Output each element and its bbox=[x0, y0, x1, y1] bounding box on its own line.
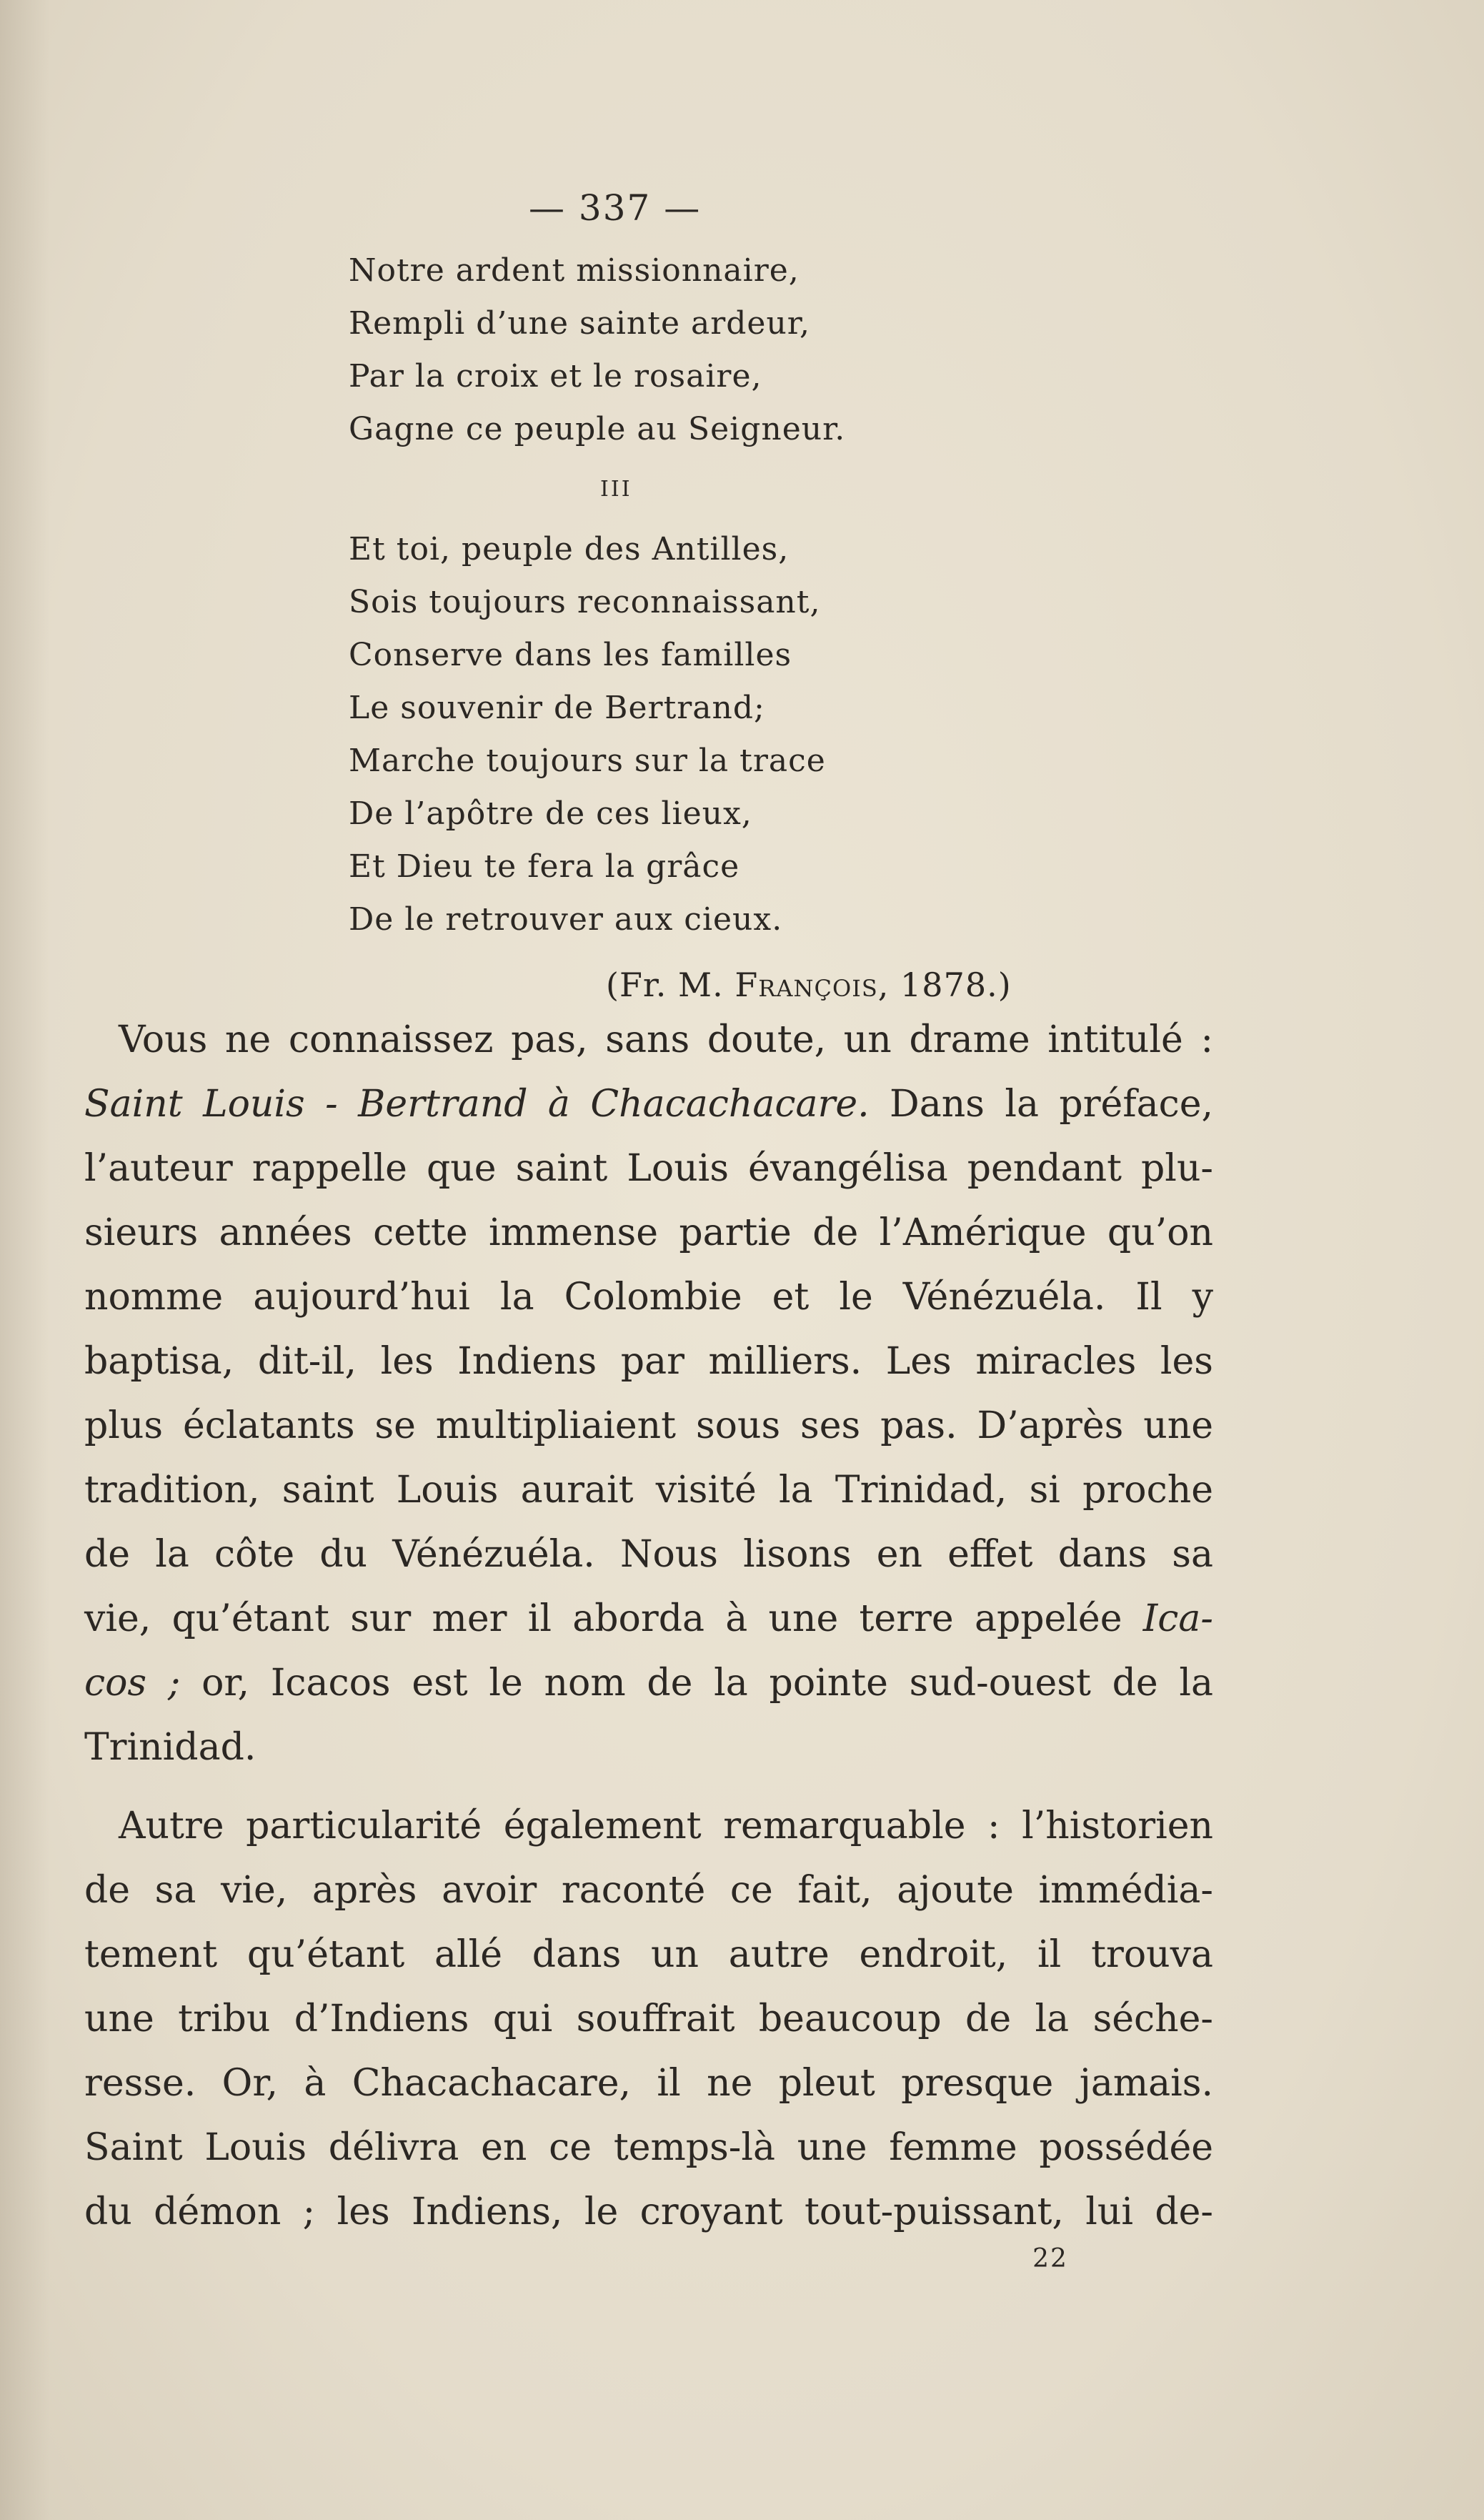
paragraph-1-line: nomme aujourd’hui la Colombie et le Vénézuéla. Il y bbox=[84, 1276, 1213, 1319]
gutter-shadow bbox=[0, 0, 50, 2520]
paragraph-1-line: baptisa, dit-il, les Indiens par milliers. Les miracles les bbox=[84, 1340, 1213, 1383]
place-name: Ica- bbox=[1142, 1597, 1213, 1640]
paragraph-2-line: du démon ; les Indiens, le croyant tout-puissant, lui de- bbox=[84, 2191, 1213, 2233]
paragraph-1-line: de la côte du Vénézuéla. Nous lisons en effet dans sa bbox=[84, 1533, 1213, 1576]
paragraph-1-line: Vous ne connaissez pas, sans doute, un drame intitulé : bbox=[119, 1018, 1213, 1061]
poem-line: De le retrouver aux cieux. bbox=[349, 901, 783, 938]
paragraph-2-line: tement qu’étant allé dans un autre endroit, il trouva bbox=[84, 1933, 1213, 1976]
paragraph-gap bbox=[84, 1780, 1213, 1794]
paragraph-1-line bbox=[84, 1651, 1213, 1715]
attribution-open: (Fr. M. bbox=[606, 966, 735, 1004]
paragraph-1-text: vie, qu’étant sur mer il aborda à une terre appelée bbox=[84, 1597, 1143, 1640]
attribution-close: , 1878.) bbox=[877, 966, 1012, 1004]
paragraph-2-line: une tribu d’Indiens qui souffrait beaucoup de la séche- bbox=[84, 1998, 1213, 2040]
drama-title: Saint Louis - Bertrand à Chacachacare. bbox=[84, 1083, 870, 1126]
stanza-numeral: III bbox=[600, 477, 632, 502]
place-name: cos ; bbox=[84, 1662, 181, 1705]
poem-line: Marche toujours sur la trace bbox=[349, 743, 826, 779]
poem-line: Notre ardent missionnaire, bbox=[349, 252, 800, 289]
body-text bbox=[84, 1008, 1213, 2244]
paragraph-1-line bbox=[84, 1587, 1213, 1651]
poem-line: Sois toujours reconnaissant, bbox=[349, 584, 821, 620]
paragraph-1-line: Trinidad. bbox=[84, 1726, 257, 1769]
poem-line: De l’apôtre de ces lieux, bbox=[349, 795, 752, 832]
paragraph-2-line: Saint Louis délivra en ce temps-là une femme possédée bbox=[84, 2126, 1213, 2169]
page-number: — 337 — bbox=[529, 187, 702, 229]
poem-line: Par la croix et le rosaire, bbox=[349, 358, 762, 395]
poem-line: Conserve dans les familles bbox=[349, 637, 792, 673]
poem bbox=[349, 244, 1135, 1016]
poem-line: Le souvenir de Bertrand; bbox=[349, 690, 765, 726]
paragraph-1-line: l’auteur rappelle que saint Louis évangélisa pendant plu- bbox=[84, 1147, 1213, 1190]
paragraph-1-line: tradition, saint Louis aurait visité la Trinidad, si proche bbox=[84, 1469, 1213, 1512]
paragraph-1-line bbox=[84, 1072, 1213, 1136]
attribution-author: François bbox=[734, 966, 878, 1004]
paragraph-2-line: de sa vie, après avoir raconté ce fait, ajoute immédia- bbox=[84, 1869, 1213, 1912]
poem-line: Et Dieu te fera la grâce bbox=[349, 848, 740, 885]
signature-mark: 22 bbox=[1032, 2244, 1068, 2273]
paragraph-1-line: plus éclatants se multipliaient sous ses pas. D’après une bbox=[84, 1404, 1213, 1447]
paragraph-2-line: resse. Or, à Chacachacare, il ne pleut presque jamais. bbox=[84, 2062, 1213, 2105]
paragraph-1-text: Dans la préface, bbox=[869, 1083, 1213, 1126]
poem-line: Rempli d’une sainte ardeur, bbox=[349, 305, 810, 342]
paragraph-1-line: sieurs années cette immense partie de l’Amérique qu’on bbox=[84, 1211, 1213, 1254]
poem-line: Gagne ce peuple au Seigneur. bbox=[349, 411, 846, 447]
poem-attribution bbox=[349, 953, 1135, 1016]
paragraph-2-line: Autre particularité également remarquable : l’historien bbox=[119, 1805, 1213, 1847]
poem-line: Et toi, peuple des Antilles, bbox=[349, 531, 790, 567]
paragraph-1-text: or, Icacos est le nom de la pointe sud-ouest de la bbox=[180, 1662, 1214, 1705]
